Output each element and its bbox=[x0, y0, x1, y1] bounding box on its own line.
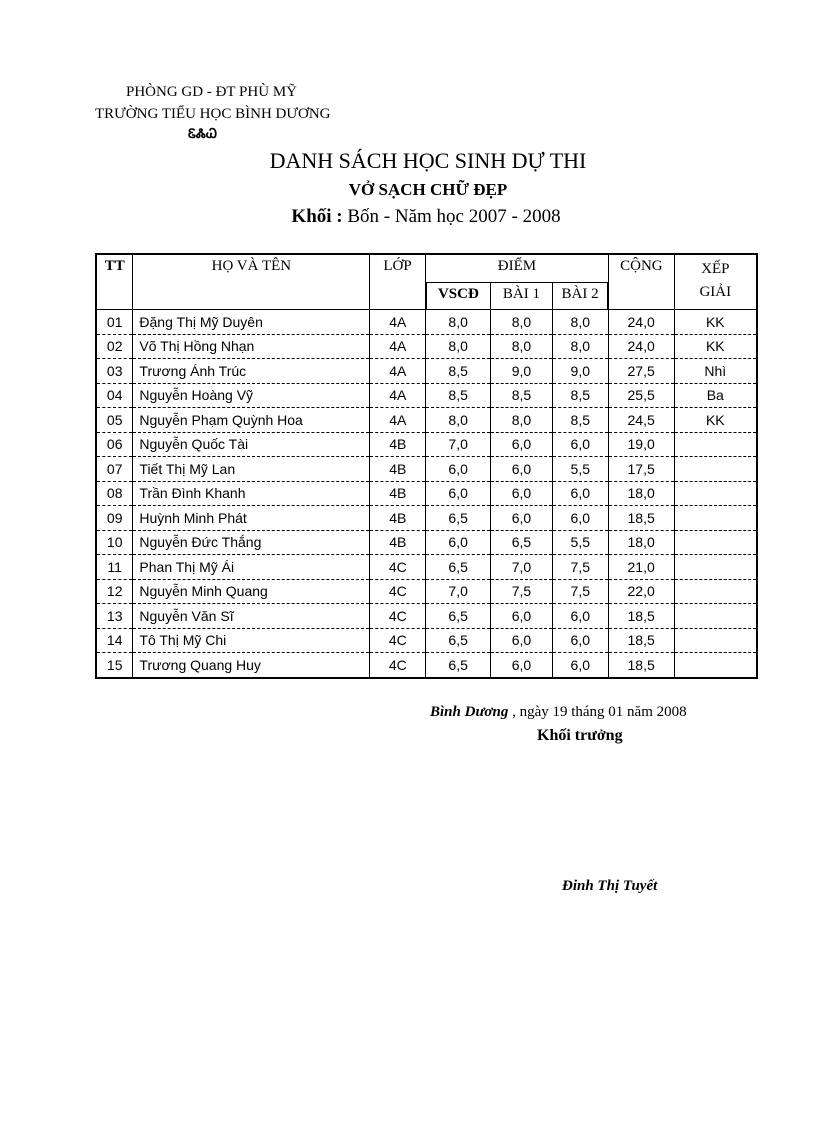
grade-and-year: Khối : Bốn - Năm học 2007 - 2008 bbox=[291, 206, 561, 227]
cell-vscd: 6,0 bbox=[426, 481, 491, 506]
header-score: ĐIỂM bbox=[426, 254, 608, 282]
cell-bai2: 6,0 bbox=[552, 653, 608, 678]
cell-class: 4C bbox=[370, 604, 426, 629]
cell-bai1: 6,0 bbox=[491, 481, 553, 506]
cell-vscd: 6,5 bbox=[426, 628, 491, 653]
cell-vscd: 8,5 bbox=[426, 383, 491, 408]
cell-total: 18,5 bbox=[608, 506, 674, 531]
cell-class: 4C bbox=[370, 653, 426, 678]
cell-vscd: 6,5 bbox=[426, 555, 491, 580]
cell-tt: 15 bbox=[96, 653, 133, 678]
cell-bai1: 6,5 bbox=[491, 530, 553, 555]
cell-bai2: 6,0 bbox=[552, 506, 608, 531]
cell-class: 4A bbox=[370, 334, 426, 359]
cell-name: Nguyễn Hoàng Vỹ bbox=[133, 383, 370, 408]
table-row bbox=[96, 506, 757, 531]
cell-tt: 06 bbox=[96, 432, 133, 457]
cell-name: Trương Ánh Trúc bbox=[133, 359, 370, 384]
table-row bbox=[96, 628, 757, 653]
cell-rank bbox=[674, 506, 757, 531]
cell-rank bbox=[674, 555, 757, 580]
place-and-date bbox=[430, 704, 687, 721]
cell-total: 24,0 bbox=[608, 310, 674, 335]
cell-tt: 10 bbox=[96, 530, 133, 555]
cell-bai1: 7,5 bbox=[491, 579, 553, 604]
cell-total: 25,5 bbox=[608, 383, 674, 408]
cell-vscd: 7,0 bbox=[426, 432, 491, 457]
header-vscd: VSCĐ bbox=[426, 282, 491, 310]
cell-vscd: 8,0 bbox=[426, 334, 491, 359]
cell-bai2: 6,0 bbox=[552, 628, 608, 653]
cell-name: Trần Đình Khanh bbox=[133, 481, 370, 506]
table-row bbox=[96, 310, 757, 335]
cell-class: 4B bbox=[370, 530, 426, 555]
cell-name: Nguyễn Phạm Quỳnh Hoa bbox=[133, 408, 370, 433]
cell-bai1: 6,0 bbox=[491, 506, 553, 531]
cell-bai2: 9,0 bbox=[552, 359, 608, 384]
cell-bai2: 8,0 bbox=[552, 310, 608, 335]
cell-name: Nguyễn Quốc Tài bbox=[133, 432, 370, 457]
cell-tt: 03 bbox=[96, 359, 133, 384]
table-row bbox=[96, 653, 757, 678]
cell-name: Nguyễn Đức Thắng bbox=[133, 530, 370, 555]
cell-total: 18,5 bbox=[608, 653, 674, 678]
cell-tt: 13 bbox=[96, 604, 133, 629]
cell-bai1: 6,0 bbox=[491, 432, 553, 457]
cell-bai1: 7,0 bbox=[491, 555, 553, 580]
cell-total: 24,5 bbox=[608, 408, 674, 433]
department-name: PHÒNG GD - ĐT PHÙ MỸ bbox=[126, 84, 297, 100]
header-rank: XẾP GIẢI bbox=[674, 254, 757, 310]
cell-bai1: 8,0 bbox=[491, 310, 553, 335]
table-row bbox=[96, 481, 757, 506]
cell-name: Phan Thị Mỹ Ái bbox=[133, 555, 370, 580]
cell-rank bbox=[674, 457, 757, 482]
header-name: HỌ VÀ TÊN bbox=[133, 254, 370, 310]
table-row bbox=[96, 383, 757, 408]
cell-bai2: 7,5 bbox=[552, 555, 608, 580]
cell-rank bbox=[674, 579, 757, 604]
table-row bbox=[96, 334, 757, 359]
cell-bai1: 6,0 bbox=[491, 653, 553, 678]
cell-total: 18,5 bbox=[608, 604, 674, 629]
document-title: DANH SÁCH HỌC SINH DỰ THI bbox=[269, 148, 587, 173]
cell-bai1: 9,0 bbox=[491, 359, 553, 384]
cell-rank bbox=[674, 481, 757, 506]
cell-name: Trương Quang Huy bbox=[133, 653, 370, 678]
cell-tt: 01 bbox=[96, 310, 133, 335]
header-bai2: BÀI 2 bbox=[552, 282, 608, 310]
cell-total: 21,0 bbox=[608, 555, 674, 580]
cell-rank bbox=[674, 653, 757, 678]
cell-bai2: 8,5 bbox=[552, 408, 608, 433]
cell-name: Huỳnh Minh Phát bbox=[133, 506, 370, 531]
cell-bai2: 8,0 bbox=[552, 334, 608, 359]
cell-rank: Ba bbox=[674, 383, 757, 408]
cell-class: 4B bbox=[370, 481, 426, 506]
document-subtitle: VỞ SẠCH CHỮ ĐẸP bbox=[348, 180, 508, 199]
cell-total: 24,0 bbox=[608, 334, 674, 359]
table-row bbox=[96, 457, 757, 482]
cell-bai2: 6,0 bbox=[552, 604, 608, 629]
cell-class: 4C bbox=[370, 555, 426, 580]
table-row bbox=[96, 530, 757, 555]
cell-total: 17,5 bbox=[608, 457, 674, 482]
place-name: Bình Dương bbox=[430, 704, 509, 720]
cell-rank bbox=[674, 530, 757, 555]
cell-rank bbox=[674, 628, 757, 653]
table-row bbox=[96, 359, 757, 384]
cell-total: 19,0 bbox=[608, 432, 674, 457]
cell-class: 4B bbox=[370, 432, 426, 457]
cell-tt: 08 bbox=[96, 481, 133, 506]
cell-bai1: 8,0 bbox=[491, 334, 553, 359]
decorative-ornament: ᏋᏜᏇ bbox=[188, 126, 218, 141]
cell-bai1: 8,0 bbox=[491, 408, 553, 433]
cell-total: 27,5 bbox=[608, 359, 674, 384]
cell-vscd: 6,5 bbox=[426, 653, 491, 678]
cell-tt: 05 bbox=[96, 408, 133, 433]
cell-class: 4B bbox=[370, 457, 426, 482]
cell-bai2: 8,5 bbox=[552, 383, 608, 408]
cell-bai2: 7,5 bbox=[552, 579, 608, 604]
cell-rank: KK bbox=[674, 334, 757, 359]
cell-tt: 14 bbox=[96, 628, 133, 653]
cell-total: 18,0 bbox=[608, 530, 674, 555]
header-total: CỘNG bbox=[608, 254, 674, 310]
cell-tt: 04 bbox=[96, 383, 133, 408]
cell-bai1: 8,5 bbox=[491, 383, 553, 408]
cell-bai1: 6,0 bbox=[491, 457, 553, 482]
cell-bai1: 6,0 bbox=[491, 604, 553, 629]
date-text: , ngày 19 tháng 01 năm 2008 bbox=[508, 704, 687, 720]
cell-class: 4C bbox=[370, 628, 426, 653]
cell-bai2: 5,5 bbox=[552, 530, 608, 555]
table-row bbox=[96, 604, 757, 629]
cell-name: Đặng Thị Mỹ Duyên bbox=[133, 310, 370, 335]
cell-total: 18,5 bbox=[608, 628, 674, 653]
cell-vscd: 6,5 bbox=[426, 506, 491, 531]
student-table bbox=[95, 253, 758, 679]
cell-vscd: 8,0 bbox=[426, 310, 491, 335]
cell-class: 4A bbox=[370, 408, 426, 433]
cell-vscd: 6,0 bbox=[426, 457, 491, 482]
cell-name: Tiết Thị Mỹ Lan bbox=[133, 457, 370, 482]
cell-vscd: 7,0 bbox=[426, 579, 491, 604]
cell-vscd: 6,0 bbox=[426, 530, 491, 555]
cell-name: Tô Thị Mỹ Chi bbox=[133, 628, 370, 653]
cell-tt: 02 bbox=[96, 334, 133, 359]
header-tt: TT bbox=[96, 254, 133, 310]
cell-class: 4B bbox=[370, 506, 426, 531]
cell-class: 4C bbox=[370, 579, 426, 604]
cell-tt: 07 bbox=[96, 457, 133, 482]
cell-total: 22,0 bbox=[608, 579, 674, 604]
cell-class: 4A bbox=[370, 310, 426, 335]
cell-bai2: 6,0 bbox=[552, 481, 608, 506]
cell-rank: KK bbox=[674, 408, 757, 433]
cell-vscd: 8,5 bbox=[426, 359, 491, 384]
cell-vscd: 6,5 bbox=[426, 604, 491, 629]
table-row bbox=[96, 432, 757, 457]
cell-name: Võ Thị Hồng Nhạn bbox=[133, 334, 370, 359]
cell-tt: 12 bbox=[96, 579, 133, 604]
signer-name: Đinh Thị Tuyết bbox=[562, 878, 658, 894]
cell-name: Nguyễn Minh Quang bbox=[133, 579, 370, 604]
header-bai1: BÀI 1 bbox=[491, 282, 553, 310]
cell-bai1: 6,0 bbox=[491, 628, 553, 653]
cell-class: 4A bbox=[370, 359, 426, 384]
cell-bai2: 5,5 bbox=[552, 457, 608, 482]
cell-name: Nguyễn Văn Sĩ bbox=[133, 604, 370, 629]
cell-rank: KK bbox=[674, 310, 757, 335]
cell-tt: 11 bbox=[96, 555, 133, 580]
cell-rank bbox=[674, 604, 757, 629]
cell-rank: Nhì bbox=[674, 359, 757, 384]
cell-total: 18,0 bbox=[608, 481, 674, 506]
table-row bbox=[96, 579, 757, 604]
header-class: LỚP bbox=[370, 254, 426, 310]
cell-tt: 09 bbox=[96, 506, 133, 531]
cell-class: 4A bbox=[370, 383, 426, 408]
table-row bbox=[96, 555, 757, 580]
cell-vscd: 8,0 bbox=[426, 408, 491, 433]
signer-role: Khối trưởng bbox=[537, 727, 623, 744]
table-row bbox=[96, 408, 757, 433]
cell-rank bbox=[674, 432, 757, 457]
cell-bai2: 6,0 bbox=[552, 432, 608, 457]
school-name: TRƯỜNG TIỂU HỌC BÌNH DƯƠNG bbox=[95, 106, 331, 122]
